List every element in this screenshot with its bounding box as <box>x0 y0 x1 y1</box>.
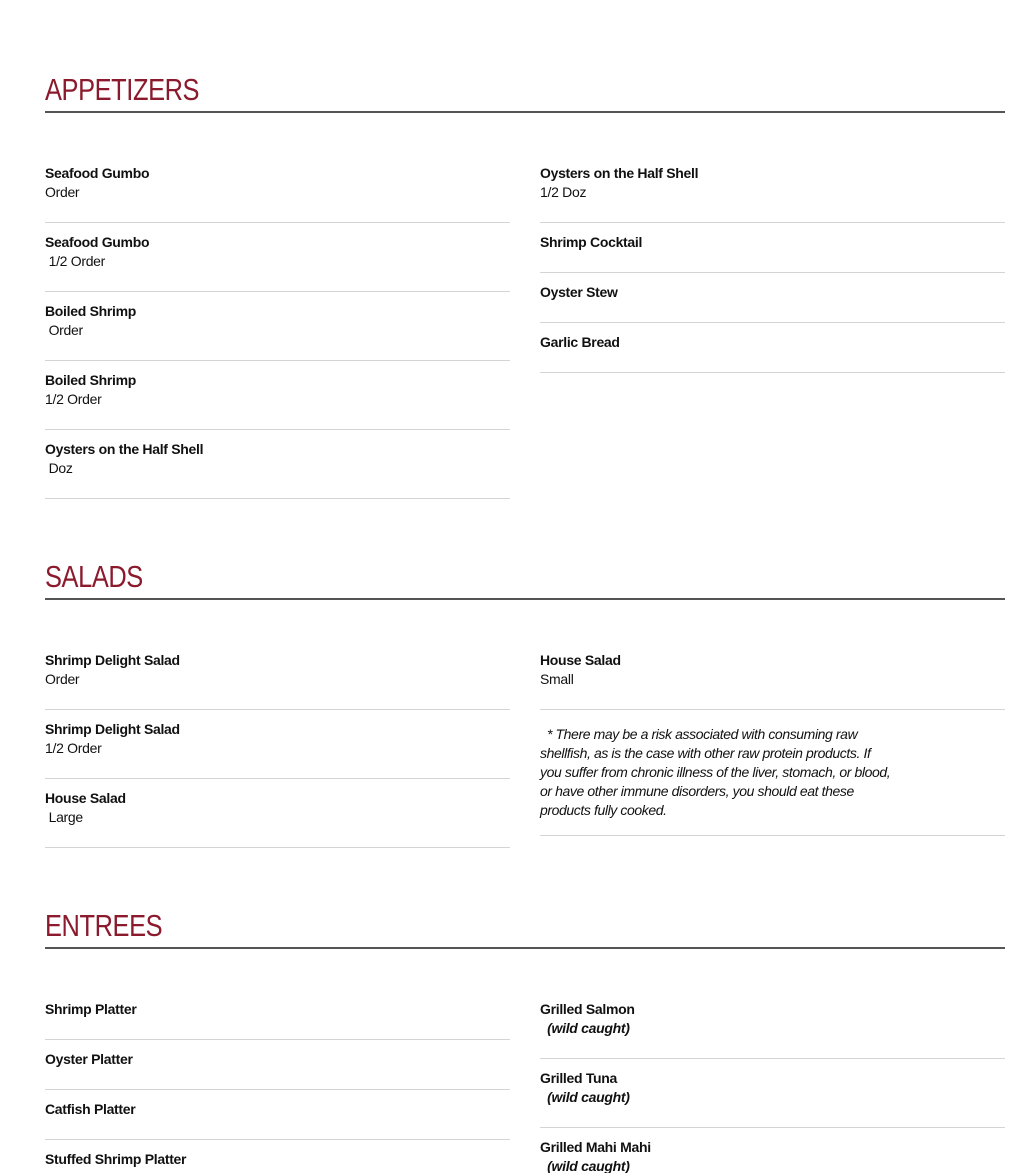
menu-item[interactable] <box>45 292 510 361</box>
item-name: Oysters on the Half Shell <box>540 165 699 181</box>
menu-item[interactable] <box>540 1059 1005 1128</box>
item-name: Stuffed Shrimp Platter <box>45 1151 187 1167</box>
section-title: ENTREES <box>45 908 163 943</box>
entrees-left-column <box>45 1000 510 1173</box>
menu-item[interactable] <box>45 164 510 223</box>
section-divider <box>45 598 1005 600</box>
item-name: House Salad <box>540 652 621 668</box>
item-note: (wild caught) <box>540 1089 630 1105</box>
item-portion: 1/2 Order <box>45 253 106 269</box>
menu-item[interactable] <box>540 273 1005 323</box>
item-portion: Order <box>45 322 83 338</box>
menu-item[interactable] <box>45 361 510 430</box>
item-name: Garlic Bread <box>540 334 620 350</box>
item-note: (wild caught) <box>540 1020 630 1036</box>
item-name: Boiled Shrimp <box>45 372 136 388</box>
menu-item[interactable] <box>45 223 510 292</box>
menu-item[interactable] <box>45 710 510 779</box>
disclaimer-text: * There may be a risk associated with consuming raw shellfish, as is the case with other raw protein products. If you suffer from chronic illness of the liver, stomach, or blood, or have other immune disorders, you should eat these products fully cooked. <box>540 726 894 818</box>
entrees-right-column <box>540 1000 1005 1173</box>
menu-item[interactable] <box>45 1090 510 1140</box>
menu-item[interactable] <box>540 323 1005 373</box>
section-divider <box>45 111 1005 113</box>
appetizers-right-column <box>540 164 1005 373</box>
item-name: House Salad <box>45 790 126 806</box>
menu-item[interactable] <box>45 779 510 848</box>
menu-item[interactable] <box>45 430 510 499</box>
item-name: Shrimp Platter <box>45 1001 137 1017</box>
menu-item[interactable] <box>540 164 1005 223</box>
menu-item[interactable] <box>45 1040 510 1090</box>
section-title: SALADS <box>45 559 143 594</box>
item-note: (wild caught) <box>540 1158 630 1173</box>
menu-item[interactable] <box>540 223 1005 273</box>
item-portion: Large <box>45 809 83 825</box>
menu-item[interactable] <box>45 651 510 710</box>
item-name: Oyster Platter <box>45 1051 133 1067</box>
item-portion: 1/2 Order <box>45 391 102 407</box>
menu-item[interactable] <box>45 1140 510 1173</box>
item-name: Catfish Platter <box>45 1101 136 1117</box>
item-name: Oyster Stew <box>540 284 618 300</box>
item-portion: 1/2 Order <box>45 740 102 756</box>
item-portion: Order <box>45 671 80 687</box>
item-name: Seafood Gumbo <box>45 234 150 250</box>
section-divider <box>45 947 1005 949</box>
item-name: Oysters on the Half Shell <box>45 441 204 457</box>
menu-item[interactable] <box>540 651 1005 710</box>
item-name: Boiled Shrimp <box>45 303 136 319</box>
raw-shellfish-disclaimer <box>540 710 1005 836</box>
item-name: Shrimp Cocktail <box>540 234 643 250</box>
item-name: Grilled Salmon <box>540 1001 635 1017</box>
item-name: Shrimp Delight Salad <box>45 652 180 668</box>
menu-item[interactable] <box>540 1000 1005 1059</box>
appetizers-left-column <box>45 164 510 499</box>
item-portion: 1/2 Doz <box>540 184 587 200</box>
item-name: Seafood Gumbo <box>45 165 150 181</box>
item-portion: Small <box>540 671 574 687</box>
item-name: Shrimp Delight Salad <box>45 721 180 737</box>
menu-item[interactable] <box>45 1000 510 1040</box>
salads-right-column <box>540 651 1005 836</box>
item-name: Grilled Tuna <box>540 1070 618 1086</box>
item-name: Grilled Mahi Mahi <box>540 1139 651 1155</box>
section-title: APPETIZERS <box>45 72 200 107</box>
salads-left-column <box>45 651 510 848</box>
menu-item[interactable] <box>540 1128 1005 1173</box>
item-portion: Doz <box>45 460 73 476</box>
item-portion: Order <box>45 184 80 200</box>
